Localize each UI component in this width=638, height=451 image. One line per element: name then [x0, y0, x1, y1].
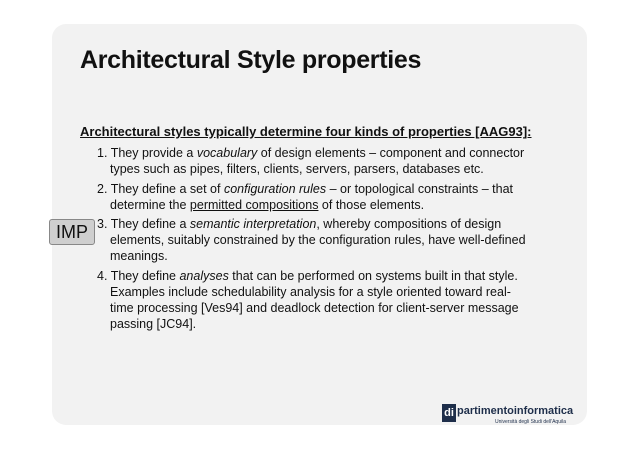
- list-item-2: [97, 181, 557, 213]
- list-item-4: [97, 268, 557, 332]
- list-item-line: elements, suitably constrained by the configuration rules, have well-defined: [110, 233, 526, 247]
- item-emphasis: semantic interpretation: [189, 217, 317, 231]
- list-item-line: passing [JC94].: [110, 317, 197, 331]
- item-number: 1.: [97, 146, 108, 160]
- logo-name: partimentoinformatica: [457, 405, 574, 417]
- item-text: They define: [110, 269, 180, 283]
- list-item-line: [97, 268, 557, 284]
- item-underlined: permitted compositions: [189, 198, 319, 212]
- imp-badge: IMP: [49, 219, 95, 245]
- item-text: of those elements.: [318, 198, 425, 212]
- list-item-line: [97, 181, 557, 197]
- item-number: 2.: [97, 182, 108, 196]
- item-emphasis: configuration rules: [223, 182, 327, 196]
- item-number: 4.: [97, 269, 108, 283]
- item-text: They define a: [110, 217, 190, 231]
- logo-mark: di: [442, 404, 456, 422]
- list-item-line: [97, 145, 557, 161]
- list-item-line: [97, 197, 557, 213]
- item-text: of design elements – component and connector: [257, 146, 525, 160]
- item-text: They define a set of: [110, 182, 224, 196]
- item-text: – or topological constraints – that: [326, 182, 514, 196]
- list-item-line: Examples include schedulability analysis for a style oriented toward real-: [110, 285, 511, 299]
- list-item-1: [97, 145, 557, 177]
- item-emphasis: vocabulary: [196, 146, 258, 160]
- list-item-line: [97, 216, 557, 232]
- item-text: that can be performed on systems built in that style.: [228, 269, 518, 283]
- item-text: They provide a: [110, 146, 197, 160]
- slide-title: Architectural Style properties: [80, 46, 422, 74]
- list-item-line: time processing [Ves94] and deadlock detection for client-server message: [110, 301, 519, 315]
- intro-heading: Architectural styles typically determine four kinds of properties [AAG93]:: [80, 124, 532, 139]
- item-text: , whereby compositions of design: [316, 217, 502, 231]
- list-item-line: types such as pipes, filters, clients, servers, parsers, databases etc.: [110, 162, 484, 176]
- item-text: determine the: [110, 198, 190, 212]
- logo-subtitle: Università degli Studi dell'Aquila: [495, 419, 566, 425]
- list-item-line: meanings.: [110, 249, 168, 263]
- list-item-3: [97, 216, 557, 264]
- item-number: 3.: [97, 217, 108, 231]
- item-emphasis: analyses: [179, 269, 229, 283]
